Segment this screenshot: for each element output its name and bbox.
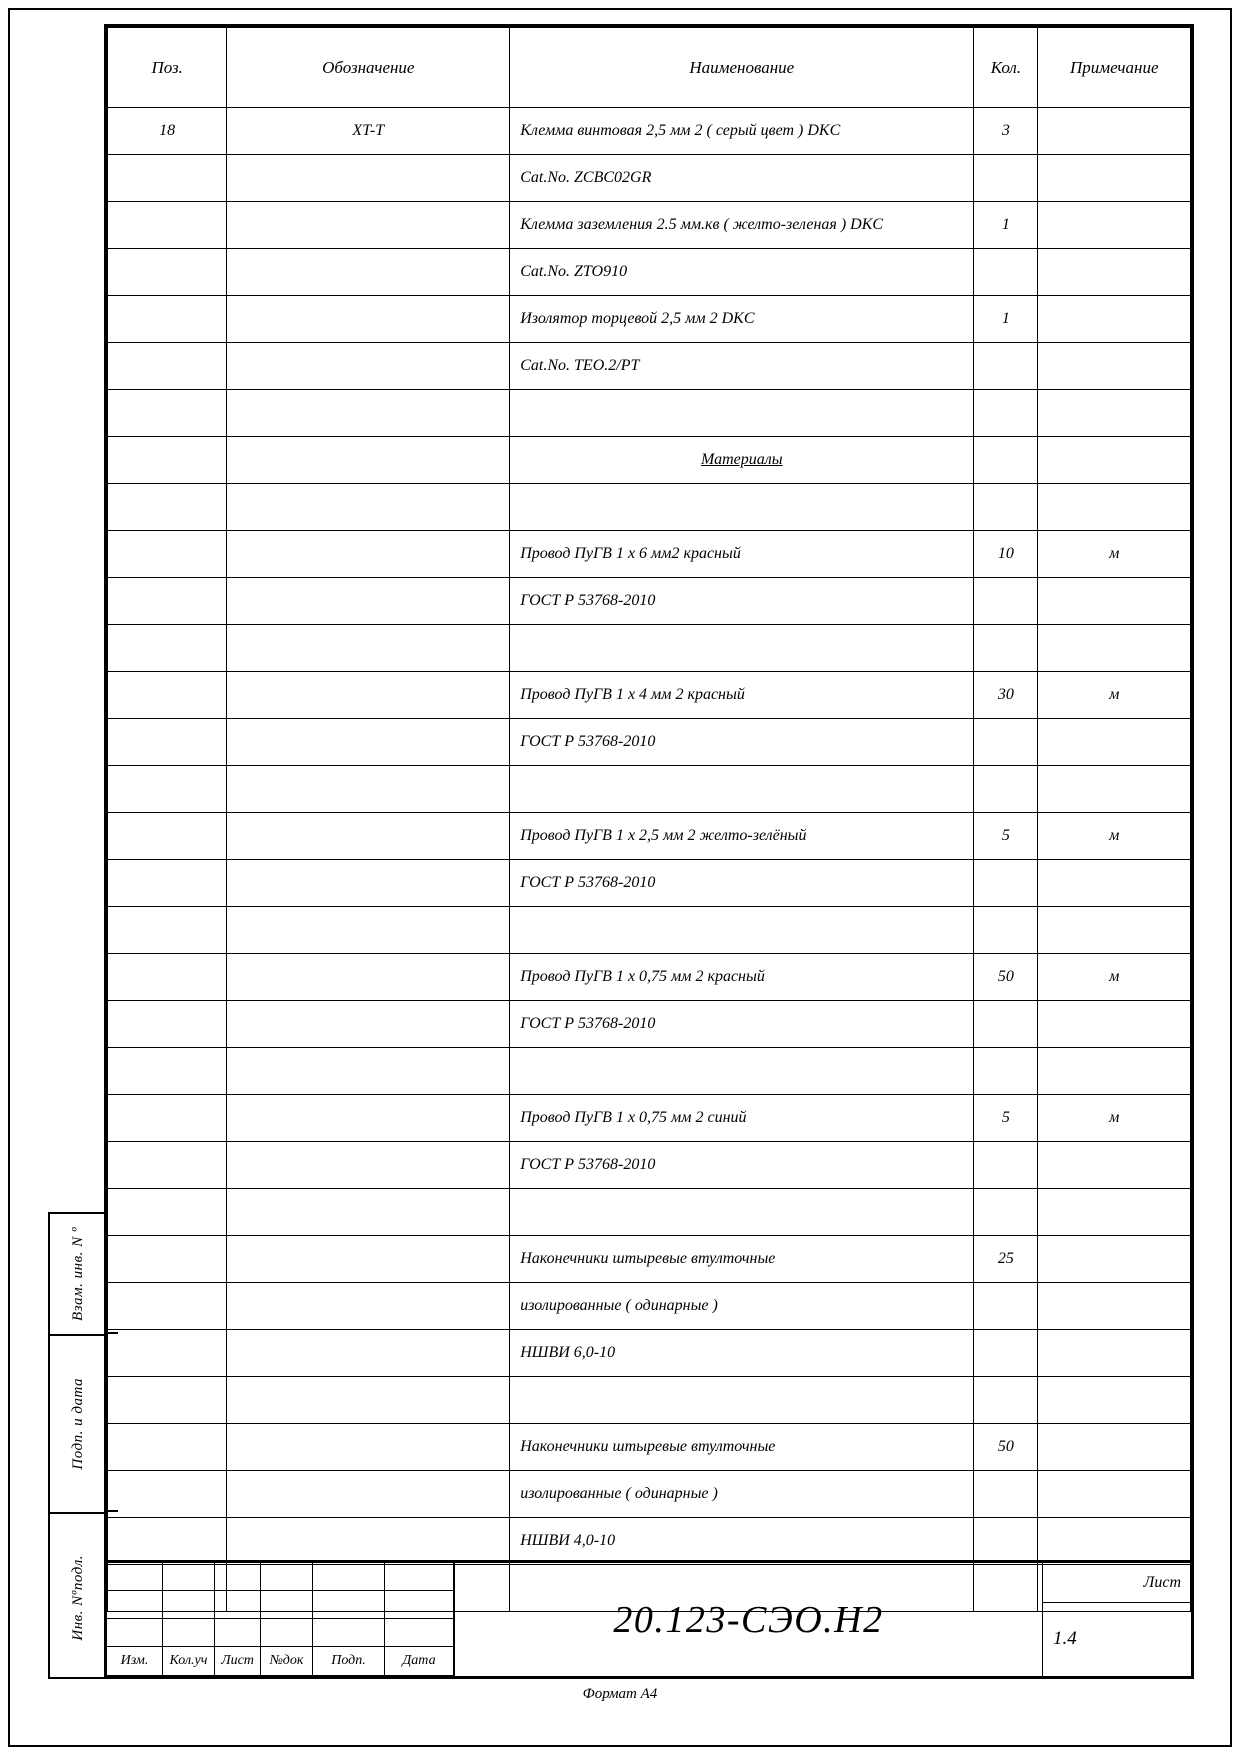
rev-cell bbox=[261, 1563, 313, 1591]
cell-qty bbox=[974, 1518, 1038, 1565]
left-stamp-cell-podp bbox=[50, 1336, 106, 1514]
left-stamp-label: Взам. инв. N º bbox=[69, 1227, 86, 1321]
left-stamp-label: Инв. Nºподл. bbox=[69, 1554, 86, 1641]
cell-note bbox=[1038, 1518, 1191, 1565]
cell-qty: 3 bbox=[974, 108, 1038, 155]
cell-pos bbox=[108, 1377, 227, 1424]
sheet-label: Лист bbox=[1043, 1563, 1191, 1603]
rev-label-podp: Подп. bbox=[313, 1647, 385, 1676]
cell-designation bbox=[227, 202, 510, 249]
cell-qty bbox=[974, 1283, 1038, 1330]
cell-qty: 1 bbox=[974, 202, 1038, 249]
cell-note bbox=[1038, 1142, 1191, 1189]
rev-label-list: Лист bbox=[215, 1647, 261, 1676]
cell-note bbox=[1038, 1001, 1191, 1048]
rev-label-data: Дата bbox=[385, 1647, 454, 1676]
rev-cell bbox=[163, 1563, 215, 1591]
format-label: Формат А4 bbox=[582, 1686, 658, 1702]
header-note: Примечание bbox=[1038, 28, 1191, 108]
cell-qty bbox=[974, 578, 1038, 625]
cell-pos bbox=[108, 954, 227, 1001]
cell-pos bbox=[108, 484, 227, 531]
cell-qty: 10 bbox=[974, 531, 1038, 578]
cell-designation bbox=[227, 766, 510, 813]
cell-name: Провод ПуГВ 1 х 0,75 мм 2 синий bbox=[510, 1095, 974, 1142]
cell-qty bbox=[974, 155, 1038, 202]
cell-pos: 18 bbox=[108, 108, 227, 155]
cell-note bbox=[1038, 1189, 1191, 1236]
cell-designation bbox=[227, 860, 510, 907]
rev-cell bbox=[215, 1591, 261, 1619]
cell-note bbox=[1038, 108, 1191, 155]
cell-pos bbox=[108, 1330, 227, 1377]
cell-note bbox=[1038, 625, 1191, 672]
cell-designation bbox=[227, 390, 510, 437]
cell-name: ГОСТ Р 53768-2010 bbox=[510, 578, 974, 625]
cell-qty bbox=[974, 1377, 1038, 1424]
cell-note bbox=[1038, 1424, 1191, 1471]
sheet-cell bbox=[1042, 1563, 1191, 1676]
table-row bbox=[108, 1236, 1191, 1283]
cell-name: НШВИ 6,0-10 bbox=[510, 1330, 974, 1377]
cell-pos bbox=[108, 155, 227, 202]
cell-designation: XT-T bbox=[227, 108, 510, 155]
cell-name: Наконечники штыревые втулточные bbox=[510, 1236, 974, 1283]
table-row bbox=[108, 954, 1191, 1001]
cell-qty bbox=[974, 1048, 1038, 1095]
revision-row-labels bbox=[107, 1647, 454, 1676]
table-row bbox=[108, 484, 1191, 531]
cell-note bbox=[1038, 1377, 1191, 1424]
cell-designation bbox=[227, 1424, 510, 1471]
left-stamp-label: Подп. и дата bbox=[69, 1378, 86, 1470]
cell-pos bbox=[108, 1518, 227, 1565]
table-row bbox=[108, 860, 1191, 907]
cell-note bbox=[1038, 249, 1191, 296]
header-pos: Поз. bbox=[108, 28, 227, 108]
rev-cell bbox=[215, 1563, 261, 1591]
cell-note bbox=[1038, 766, 1191, 813]
cell-pos bbox=[108, 343, 227, 390]
cell-qty bbox=[974, 625, 1038, 672]
cell-name bbox=[510, 1048, 974, 1095]
cell-name: Наконечники штыревые втулточные bbox=[510, 1424, 974, 1471]
cell-designation bbox=[227, 1471, 510, 1518]
rev-label-koluch: Кол.уч bbox=[163, 1647, 215, 1676]
cell-name: Клемма заземления 2.5 мм.кв ( желто-зеленая ) DKC bbox=[510, 202, 974, 249]
cell-pos bbox=[108, 249, 227, 296]
cell-qty bbox=[974, 484, 1038, 531]
cell-qty bbox=[974, 719, 1038, 766]
table-row bbox=[108, 390, 1191, 437]
table-row bbox=[108, 1048, 1191, 1095]
table-row bbox=[108, 1424, 1191, 1471]
cell-pos bbox=[108, 672, 227, 719]
cell-qty bbox=[974, 1001, 1038, 1048]
cell-name bbox=[510, 1189, 974, 1236]
left-stamp-cell-inv bbox=[50, 1514, 106, 1681]
cell-note bbox=[1038, 437, 1191, 484]
table-row bbox=[108, 249, 1191, 296]
cell-pos bbox=[108, 1095, 227, 1142]
cell-qty: 5 bbox=[974, 1095, 1038, 1142]
cell-name: ГОСТ Р 53768-2010 bbox=[510, 860, 974, 907]
revision-row-empty-2 bbox=[107, 1591, 454, 1619]
cell-designation bbox=[227, 625, 510, 672]
rev-cell bbox=[163, 1591, 215, 1619]
cell-pos bbox=[108, 1424, 227, 1471]
cell-designation bbox=[227, 531, 510, 578]
cell-pos bbox=[108, 1283, 227, 1330]
cell-qty: 50 bbox=[974, 954, 1038, 1001]
cell-name bbox=[510, 484, 974, 531]
rev-label-izm: Изм. bbox=[107, 1647, 163, 1676]
cell-note bbox=[1038, 1236, 1191, 1283]
rev-cell bbox=[215, 1619, 261, 1647]
rev-cell bbox=[385, 1591, 454, 1619]
cell-designation bbox=[227, 578, 510, 625]
cell-name bbox=[510, 625, 974, 672]
cell-note bbox=[1038, 202, 1191, 249]
cell-name: ГОСТ Р 53768-2010 bbox=[510, 1142, 974, 1189]
cell-qty: 25 bbox=[974, 1236, 1038, 1283]
cell-designation bbox=[227, 249, 510, 296]
table-row bbox=[108, 813, 1191, 860]
cell-designation bbox=[227, 907, 510, 954]
cell-designation bbox=[227, 1283, 510, 1330]
cell-pos bbox=[108, 437, 227, 484]
cell-name: НШВИ 4,0-10 bbox=[510, 1518, 974, 1565]
cell-pos bbox=[108, 1142, 227, 1189]
header-designation: Обозначение bbox=[227, 28, 510, 108]
rev-cell bbox=[385, 1619, 454, 1647]
cell-name: ГОСТ Р 53768-2010 bbox=[510, 719, 974, 766]
cell-name bbox=[510, 1377, 974, 1424]
cell-designation bbox=[227, 672, 510, 719]
rev-cell bbox=[107, 1619, 163, 1647]
cell-pos bbox=[108, 1189, 227, 1236]
cell-name: Cat.No. ZCBC02GR bbox=[510, 155, 974, 202]
revision-row-empty-3 bbox=[107, 1619, 454, 1647]
cell-pos bbox=[108, 766, 227, 813]
cell-designation bbox=[227, 1095, 510, 1142]
cell-pos bbox=[108, 907, 227, 954]
rev-cell bbox=[313, 1563, 385, 1591]
cell-designation bbox=[227, 484, 510, 531]
header-name: Наименование bbox=[510, 28, 974, 108]
table-row bbox=[108, 1283, 1191, 1330]
cell-pos bbox=[108, 390, 227, 437]
cell-designation bbox=[227, 954, 510, 1001]
cell-note bbox=[1038, 907, 1191, 954]
cell-name: Провод ПуГВ 1 х 4 мм 2 красный bbox=[510, 672, 974, 719]
cell-name bbox=[510, 907, 974, 954]
cell-designation bbox=[227, 1142, 510, 1189]
rev-label-ndok: №док bbox=[261, 1647, 313, 1676]
rev-cell bbox=[313, 1619, 385, 1647]
table-row bbox=[108, 1471, 1191, 1518]
cell-name: Клемма винтовая 2,5 мм 2 ( серый цвет ) DKC bbox=[510, 108, 974, 155]
table-row bbox=[108, 1095, 1191, 1142]
cell-qty: 50 bbox=[974, 1424, 1038, 1471]
cell-pos bbox=[108, 813, 227, 860]
table-row bbox=[108, 672, 1191, 719]
cell-name: Изолятор торцевой 2,5 мм 2 DKC bbox=[510, 296, 974, 343]
cell-designation bbox=[227, 343, 510, 390]
cell-note bbox=[1038, 390, 1191, 437]
cell-qty bbox=[974, 1471, 1038, 1518]
cell-qty: 1 bbox=[974, 296, 1038, 343]
table-row bbox=[108, 1001, 1191, 1048]
cell-name: ГОСТ Р 53768-2010 bbox=[510, 1001, 974, 1048]
cell-pos bbox=[108, 202, 227, 249]
table-row bbox=[108, 625, 1191, 672]
table-row bbox=[108, 1518, 1191, 1565]
table-row bbox=[108, 343, 1191, 390]
cell-designation bbox=[227, 1189, 510, 1236]
cell-qty bbox=[974, 907, 1038, 954]
table-row bbox=[108, 531, 1191, 578]
table-row bbox=[108, 578, 1191, 625]
cell-designation bbox=[227, 1001, 510, 1048]
cell-note bbox=[1038, 296, 1191, 343]
cell-designation bbox=[227, 1330, 510, 1377]
cell-note bbox=[1038, 578, 1191, 625]
document-number-cell bbox=[454, 1563, 1042, 1676]
cell-designation bbox=[227, 437, 510, 484]
cell-qty bbox=[974, 249, 1038, 296]
rev-cell bbox=[261, 1591, 313, 1619]
table-row bbox=[108, 108, 1191, 155]
cell-qty bbox=[974, 766, 1038, 813]
cell-designation bbox=[227, 296, 510, 343]
cell-note bbox=[1038, 155, 1191, 202]
cell-designation bbox=[227, 1236, 510, 1283]
title-block bbox=[104, 1560, 1194, 1679]
cell-name: изолированные ( одинарные ) bbox=[510, 1471, 974, 1518]
cell-note: м bbox=[1038, 672, 1191, 719]
rev-cell bbox=[313, 1591, 385, 1619]
left-stamp-column bbox=[48, 1212, 104, 1679]
rev-cell bbox=[385, 1563, 454, 1591]
cell-designation bbox=[227, 813, 510, 860]
cell-note bbox=[1038, 1048, 1191, 1095]
table-row bbox=[108, 766, 1191, 813]
cell-name bbox=[510, 766, 974, 813]
cell-pos bbox=[108, 860, 227, 907]
cell-qty bbox=[974, 860, 1038, 907]
cell-note bbox=[1038, 860, 1191, 907]
table-row bbox=[108, 155, 1191, 202]
cell-note bbox=[1038, 343, 1191, 390]
table-row bbox=[108, 1330, 1191, 1377]
rev-cell bbox=[107, 1591, 163, 1619]
cell-qty bbox=[974, 1330, 1038, 1377]
cell-name: Cat.No. TEO.2/PT bbox=[510, 343, 974, 390]
cell-pos bbox=[108, 719, 227, 766]
cell-pos bbox=[108, 1048, 227, 1095]
title-block-revision-grid bbox=[107, 1563, 454, 1676]
cell-note: м bbox=[1038, 531, 1191, 578]
cell-note: м bbox=[1038, 954, 1191, 1001]
cell-pos bbox=[108, 578, 227, 625]
cell-name: Провод ПуГВ 1 х 0,75 мм 2 красный bbox=[510, 954, 974, 1001]
left-stamp-cell-vzam bbox=[50, 1214, 106, 1336]
cell-designation bbox=[227, 1048, 510, 1095]
table-row bbox=[108, 907, 1191, 954]
cell-pos bbox=[108, 296, 227, 343]
table-row bbox=[108, 1189, 1191, 1236]
table-row bbox=[108, 1377, 1191, 1424]
document-number: 20.123-СЭО.Н2 bbox=[613, 1598, 884, 1641]
table-row bbox=[108, 437, 1191, 484]
header-qty: Кол. bbox=[974, 28, 1038, 108]
table-row bbox=[108, 296, 1191, 343]
cell-qty bbox=[974, 1189, 1038, 1236]
cell-note bbox=[1038, 719, 1191, 766]
rev-cell bbox=[163, 1619, 215, 1647]
cell-qty bbox=[974, 390, 1038, 437]
cell-name: Cat.No. ZTO910 bbox=[510, 249, 974, 296]
cell-designation bbox=[227, 719, 510, 766]
specification-table bbox=[107, 27, 1191, 1612]
cell-name: Провод ПуГВ 1 х 2,5 мм 2 желто-зелёный bbox=[510, 813, 974, 860]
cell-note bbox=[1038, 1471, 1191, 1518]
cell-pos bbox=[108, 1001, 227, 1048]
cell-note: м bbox=[1038, 1095, 1191, 1142]
cell-qty: 5 bbox=[974, 813, 1038, 860]
revision-row-empty-1 bbox=[107, 1563, 454, 1591]
cell-pos bbox=[108, 1471, 227, 1518]
cell-note bbox=[1038, 484, 1191, 531]
section-title: Материалы bbox=[701, 451, 783, 468]
sheet-value: 1.4 bbox=[1053, 1628, 1077, 1649]
cell-pos bbox=[108, 625, 227, 672]
table-row bbox=[108, 1142, 1191, 1189]
table-row bbox=[108, 202, 1191, 249]
cell-pos bbox=[108, 531, 227, 578]
cell-qty bbox=[974, 343, 1038, 390]
cell-qty bbox=[974, 437, 1038, 484]
cell-note bbox=[1038, 1283, 1191, 1330]
cell-note bbox=[1038, 1330, 1191, 1377]
cell-pos bbox=[108, 1236, 227, 1283]
cell-qty bbox=[974, 1142, 1038, 1189]
table-header-row bbox=[108, 28, 1191, 108]
cell-name: изолированные ( одинарные ) bbox=[510, 1283, 974, 1330]
cell-note: м bbox=[1038, 813, 1191, 860]
cell-name: Провод ПуГВ 1 х 6 мм2 красный bbox=[510, 531, 974, 578]
cell-designation bbox=[227, 155, 510, 202]
rev-cell bbox=[107, 1563, 163, 1591]
rev-cell bbox=[261, 1619, 313, 1647]
cell-designation bbox=[227, 1518, 510, 1565]
table-row bbox=[108, 719, 1191, 766]
cell-name bbox=[510, 390, 974, 437]
cell-designation bbox=[227, 1377, 510, 1424]
cell-name bbox=[510, 437, 974, 484]
cell-qty: 30 bbox=[974, 672, 1038, 719]
